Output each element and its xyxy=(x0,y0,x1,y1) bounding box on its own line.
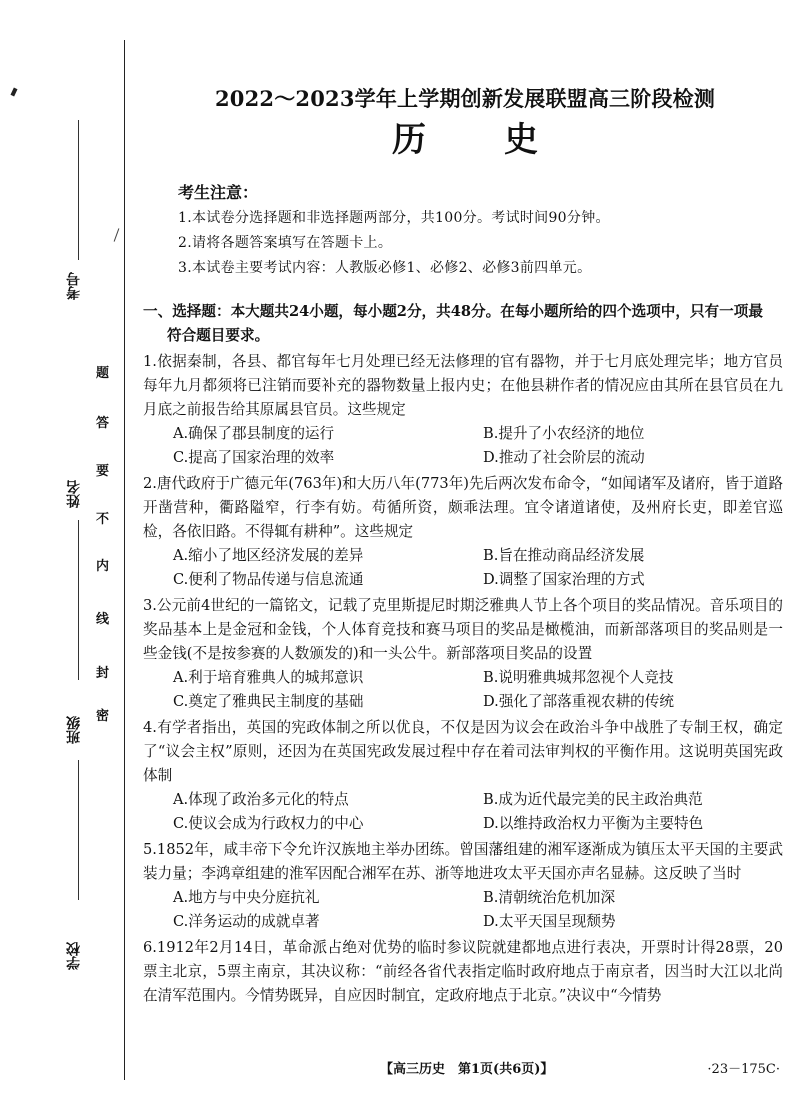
option-b: B.旨在推动商品经济发展 xyxy=(483,547,645,564)
question-stem: 4.有学者指出，英国的宪政体制之所以优良，不仅是因为议会在政治斗争中战胜了专制王权，确定了“议会主权”原则，还因为在英国宪政发展过程中存在着司法审判权的平衡作用。这说明英国宪政体制 xyxy=(143,719,783,784)
option-group xyxy=(143,666,783,714)
option-b: B.说明雅典城邦忽视个人竞技 xyxy=(483,669,674,686)
notice-item: 3.本试卷主要考试内容：人教版必修1、必修2、必修3前四单元。 xyxy=(178,260,592,276)
question-stem: 6.1912年2月14日，革命派占绝对优势的临时参议院就建都地点进行表决，开票时计得28票，20票主北京，5票主南京，其决议称：“前经各省代表指定临时政府地点于南京者，因当时大江以北尚在清军范围内。今情势既异，自应因时制宜，定政府地点于北京。”决议中“今情势 xyxy=(143,939,783,1004)
option-a: A.地方与中央分庭抗礼 xyxy=(173,889,320,906)
seal-char: 要 xyxy=(96,464,110,479)
option-c: C.奠定了雅典民主制度的基础 xyxy=(173,693,364,710)
option-group xyxy=(143,422,783,470)
option-a: A.确保了郡县制度的运行 xyxy=(173,425,335,442)
name-label: 姓名 xyxy=(66,480,82,508)
option-group xyxy=(143,886,783,934)
option-group xyxy=(143,544,783,592)
option-a: A.缩小了地区经济发展的差异 xyxy=(173,547,364,564)
school-label: 学校 xyxy=(66,942,82,970)
option-b: B.清朝统治危机加深 xyxy=(483,889,616,906)
question-stem: 3.公元前4世纪的一篇铭文，记载了克里斯提尼时期泛雅典人节上各个项目的奖品情况。音乐项目的奖品基本上是金冠和金钱，个人体育竞技和赛马项目的奖品是橄榄油，而新部落项目的奖品则是一些金钱(不是按参赛的人数颁发的)和一头公牛。新部落项目奖品的设置 xyxy=(143,597,783,662)
notice-item: 2.请将各题答案填写在答题卡上。 xyxy=(178,235,393,251)
notice-heading: 考生注意： xyxy=(178,183,259,202)
option-c: C.提高了国家治理的效率 xyxy=(173,449,335,466)
name-underline xyxy=(78,520,79,680)
option-c: C.使议会成为行政权力的中心 xyxy=(173,815,364,832)
option-d: D.强化了部落重视农耕的传统 xyxy=(483,693,674,710)
exam-title: 2022～2023学年上学期创新发展联盟高三阶段检测 xyxy=(214,86,716,111)
question-6 xyxy=(143,936,783,1008)
section-heading-line1: 一、选择题：本大题共24小题，每小题2分，共48分。在每小题所给的四个选项中，只有一项最 xyxy=(143,303,763,320)
option-a: A.利于培育雅典人的城邦意识 xyxy=(173,669,364,686)
question-area xyxy=(143,300,783,1008)
option-d: D.以维持政治权力平衡为主要特色 xyxy=(483,815,704,832)
page-number: 【高三历史 第1页(共6页)】 xyxy=(380,1062,554,1077)
notice-item: 1.本试卷分选择题和非选择题两部分，共100分。考试时间90分钟。 xyxy=(178,210,610,226)
seal-char: 封 xyxy=(96,666,110,681)
option-a: A.体现了政治多元化的特点 xyxy=(173,791,349,808)
option-group xyxy=(143,788,783,836)
question-4 xyxy=(143,716,783,836)
question-stem: 2.唐代政府于广德元年(763年)和大历八年(773年)先后两次发布命令，“如闻诸军及诸府，皆于道路开凿营种，衢路隘窄，行李有妨。苟循所资，颇乖法理。宜令诸道诸使，及州府长吏，即差官巡检，各依旧路。不得辄有耕种”。这些规定 xyxy=(143,475,783,540)
option-b: B.提升了小农经济的地位 xyxy=(483,425,645,442)
question-2 xyxy=(143,472,783,592)
section-heading xyxy=(143,300,783,348)
seal-char: 内 xyxy=(96,559,110,574)
binding-line xyxy=(124,40,125,1080)
exam-number-label: 考号 xyxy=(66,272,82,300)
class-underline xyxy=(78,760,79,900)
seal-char: 密 xyxy=(96,709,110,724)
option-d: D.推动了社会阶层的流动 xyxy=(483,449,645,466)
class-label: 班级 xyxy=(66,716,82,744)
seal-char: 线 xyxy=(96,612,110,627)
seal-char: 题 xyxy=(96,366,110,381)
option-d: D.调整了国家治理的方式 xyxy=(483,571,645,588)
paper-code: ·23－175C· xyxy=(707,1062,780,1077)
seal-char: 答 xyxy=(96,416,110,431)
section-heading-line2: 符合题目要求。 xyxy=(167,327,270,344)
stray-mark xyxy=(10,88,17,97)
stray-mark xyxy=(114,228,120,241)
exam-number-underline xyxy=(78,120,79,260)
subject-title: 历史 xyxy=(392,120,616,160)
option-c: C.便利了物品传递与信息流通 xyxy=(173,571,364,588)
question-5 xyxy=(143,838,783,934)
question-stem: 5.1852年，咸丰帝下令允许汉族地主举办团练。曾国藩组建的湘军逐渐成为镇压太平天国的主要武装力量；李鸿章组建的淮军因配合湘军在苏、浙等地进攻太平天国亦声名显赫。这反映了当时 xyxy=(143,841,783,882)
option-d: D.太平天国呈现颓势 xyxy=(483,913,616,930)
seal-char: 不 xyxy=(96,512,110,527)
question-1 xyxy=(143,350,783,470)
option-b: B.成为近代最完美的民主政治典范 xyxy=(483,791,703,808)
question-3 xyxy=(143,594,783,714)
question-stem: 1.依据秦制，各县、都官每年七月处理已经无法修理的官有器物，并于七月底处理完毕；地方官员每年九月都须将已注销而要补充的器物数量上报内史；在他县耕作者的情况应由其所在县官员在九月底之前报告给其原属县官员。这些规定 xyxy=(143,353,783,418)
option-c: C.洋务运动的成就卓著 xyxy=(173,913,320,930)
